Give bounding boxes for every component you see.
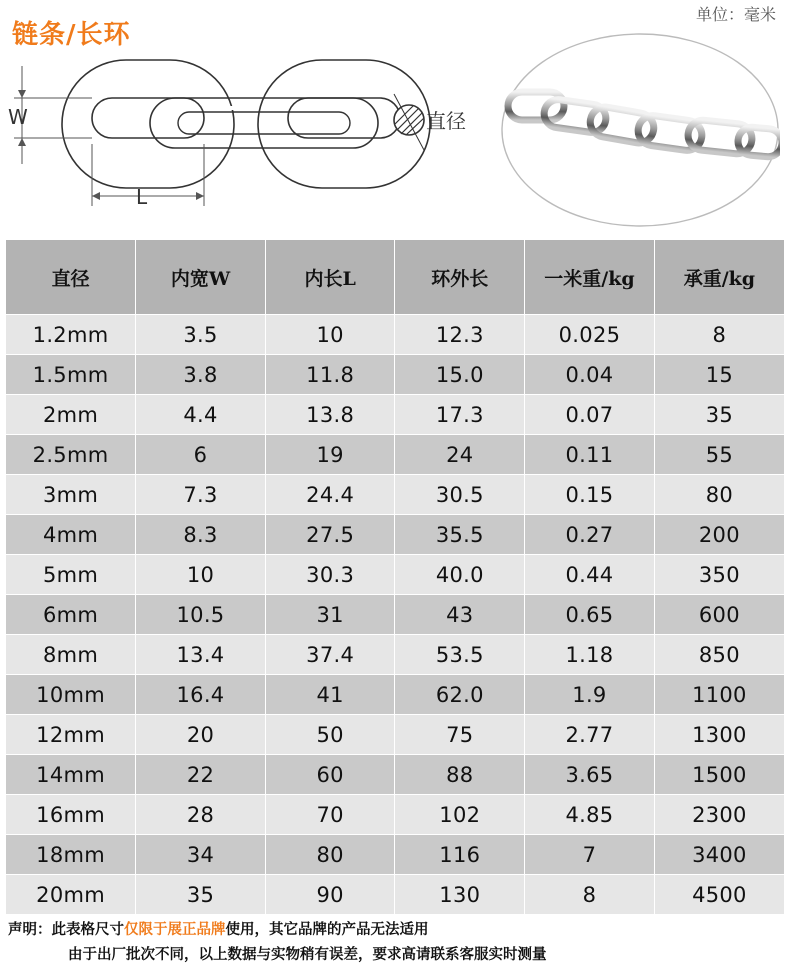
- table-cell: 27.5: [265, 515, 395, 555]
- table-cell: 116: [395, 835, 525, 875]
- table-cell: 6mm: [6, 595, 136, 635]
- table-cell: 70: [265, 795, 395, 835]
- table-cell: 37.4: [265, 635, 395, 675]
- table-cell: 14mm: [6, 755, 136, 795]
- table-row: [6, 515, 784, 555]
- table-row: [6, 355, 784, 395]
- table-cell: 55: [654, 435, 784, 475]
- table-cell: 10: [265, 315, 395, 355]
- table-cell: 75: [395, 715, 525, 755]
- table-cell: 6: [136, 435, 266, 475]
- table-cell: 0.025: [525, 315, 655, 355]
- table-cell: 13.8: [265, 395, 395, 435]
- table-cell: 8: [654, 315, 784, 355]
- table-row: [6, 675, 784, 715]
- col-outer-length: 环外长: [395, 240, 525, 315]
- table-cell: 19: [265, 435, 395, 475]
- table-cell: 1100: [654, 675, 784, 715]
- w-label: W: [8, 105, 28, 129]
- table-cell: 80: [265, 835, 395, 875]
- table-cell: 34: [136, 835, 266, 875]
- table-cell: 20: [136, 715, 266, 755]
- table-cell: 0.44: [525, 555, 655, 595]
- table-cell: 12.3: [395, 315, 525, 355]
- table-cell: 15: [654, 355, 784, 395]
- notice-prefix: 声明：此表格尺寸: [8, 921, 124, 938]
- table-cell: 1.18: [525, 635, 655, 675]
- table-cell: 17.3: [395, 395, 525, 435]
- table-cell: 7: [525, 835, 655, 875]
- table-row: [6, 595, 784, 635]
- table-row: [6, 875, 784, 915]
- table-cell: 1.5mm: [6, 355, 136, 395]
- table-cell: 3mm: [6, 475, 136, 515]
- table-cell: 53.5: [395, 635, 525, 675]
- col-weight-per-meter: 一米重/kg: [525, 240, 655, 315]
- middle-link-outer: [150, 98, 378, 148]
- table-cell: 102: [395, 795, 525, 835]
- table-cell: 90: [265, 875, 395, 915]
- col-load: 承重/kg: [654, 240, 784, 315]
- notice-line-1: [8, 918, 788, 942]
- table-cell: 24: [395, 435, 525, 475]
- table-cell: 1.9: [525, 675, 655, 715]
- table-cell: 10mm: [6, 675, 136, 715]
- table-row: [6, 555, 784, 595]
- table-cell: 3400: [654, 835, 784, 875]
- notice-highlight: 仅限于展正品牌: [124, 921, 226, 938]
- table-cell: 62.0: [395, 675, 525, 715]
- table-cell: 2300: [654, 795, 784, 835]
- table-cell: 2.5mm: [6, 435, 136, 475]
- table-row: [6, 395, 784, 435]
- diameter-label: 直径: [426, 109, 466, 133]
- table-cell: 31: [265, 595, 395, 635]
- table-cell: 20mm: [6, 875, 136, 915]
- table-cell: 16mm: [6, 795, 136, 835]
- table-cell: 43: [395, 595, 525, 635]
- table-cell: 2.77: [525, 715, 655, 755]
- table-cell: 16.4: [136, 675, 266, 715]
- table-cell: 2mm: [6, 395, 136, 435]
- table-header-row: [6, 240, 784, 315]
- table-cell: 3.5: [136, 315, 266, 355]
- table-cell: 4mm: [6, 515, 136, 555]
- table-row: [6, 795, 784, 835]
- notice: [8, 918, 788, 968]
- table-row: [6, 835, 784, 875]
- table-row: [6, 435, 784, 475]
- table-cell: 10.5: [136, 595, 266, 635]
- table-row: [6, 635, 784, 675]
- chain-photo: [500, 30, 780, 230]
- spec-table: [6, 240, 784, 914]
- left-link-outer: [62, 60, 234, 188]
- table-cell: 350: [654, 555, 784, 595]
- table-row: [6, 755, 784, 795]
- table-cell: 3.8: [136, 355, 266, 395]
- table-cell: 22: [136, 755, 266, 795]
- table-cell: 60: [265, 755, 395, 795]
- table-cell: 18mm: [6, 835, 136, 875]
- table-cell: 850: [654, 635, 784, 675]
- table-cell: 40.0: [395, 555, 525, 595]
- table-cell: 4.85: [525, 795, 655, 835]
- table-cell: 30.5: [395, 475, 525, 515]
- chain-diagram: [0, 44, 490, 224]
- table-cell: 41: [265, 675, 395, 715]
- table-cell: 1500: [654, 755, 784, 795]
- table-cell: 200: [654, 515, 784, 555]
- unit-label: 单位：毫米: [695, 5, 776, 24]
- table-cell: 35: [654, 395, 784, 435]
- table-cell: 4500: [654, 875, 784, 915]
- table-row: [6, 715, 784, 755]
- page-title: 链条/长环: [12, 20, 131, 50]
- table-cell: 0.04: [525, 355, 655, 395]
- table-cell: 0.11: [525, 435, 655, 475]
- table-cell: 3.65: [525, 755, 655, 795]
- table-cell: 35.5: [395, 515, 525, 555]
- table-cell: 0.65: [525, 595, 655, 635]
- table-cell: 13.4: [136, 635, 266, 675]
- table-cell: 30.3: [265, 555, 395, 595]
- table-cell: 88: [395, 755, 525, 795]
- table-cell: 8.3: [136, 515, 266, 555]
- table-cell: 8mm: [6, 635, 136, 675]
- left-link-inner: [92, 98, 204, 138]
- notice-suffix: 使用，其它品牌的产品无法适用: [225, 921, 429, 938]
- table-cell: 7.3: [136, 475, 266, 515]
- table-cell: 11.8: [265, 355, 395, 395]
- table-cell: 1.2mm: [6, 315, 136, 355]
- table-cell: 80: [654, 475, 784, 515]
- table-cell: 24.4: [265, 475, 395, 515]
- table-cell: 600: [654, 595, 784, 635]
- col-diameter: 直径: [6, 240, 136, 315]
- table-cell: 5mm: [6, 555, 136, 595]
- table-cell: 15.0: [395, 355, 525, 395]
- table-cell: 0.15: [525, 475, 655, 515]
- l-label: L: [136, 185, 148, 209]
- table-cell: 10: [136, 555, 266, 595]
- table-cell: 50: [265, 715, 395, 755]
- notice-line-2: 由于出厂批次不同，以上数据与实物稍有误差，要求高请联系客服实时测量: [68, 946, 547, 963]
- table-row: [6, 475, 784, 515]
- table-cell: 35: [136, 875, 266, 915]
- table-cell: 0.27: [525, 515, 655, 555]
- table-row: [6, 315, 784, 355]
- table-cell: 130: [395, 875, 525, 915]
- col-inner-width: 内宽W: [136, 240, 266, 315]
- col-inner-length: 内长L: [265, 240, 395, 315]
- table-cell: 1300: [654, 715, 784, 755]
- table-cell: 4.4: [136, 395, 266, 435]
- table-cell: 8: [525, 875, 655, 915]
- right-link-inner: [288, 98, 400, 138]
- table-cell: 12mm: [6, 715, 136, 755]
- table-cell: 0.07: [525, 395, 655, 435]
- table-cell: 28: [136, 795, 266, 835]
